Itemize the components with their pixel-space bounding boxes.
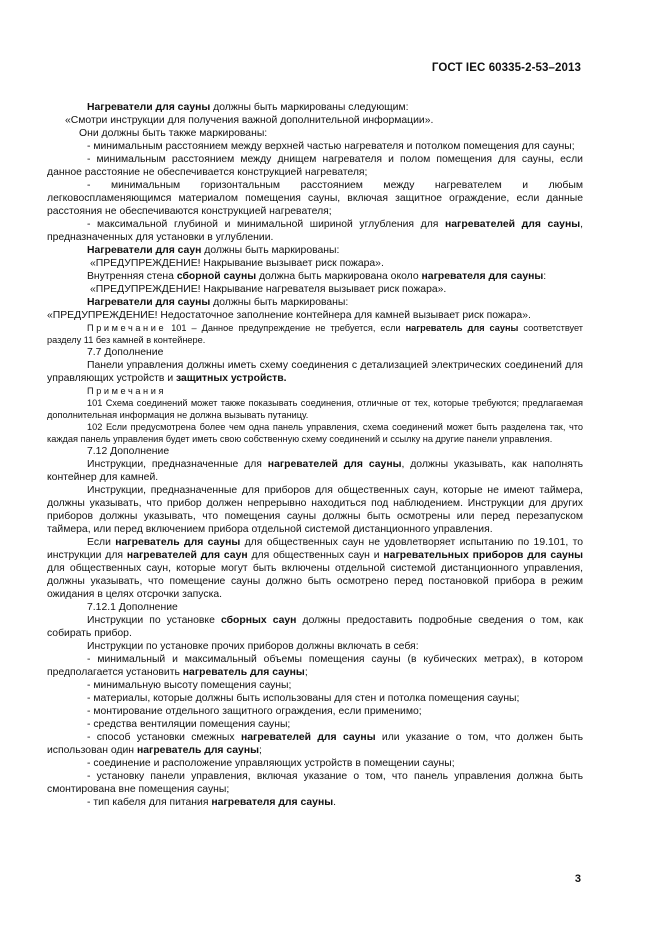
page-number: 3 [574, 873, 581, 885]
text-run: - установку панели управления, включая указание о том, что панель управления должна быть смонтирована вне помещения сауны; [47, 771, 583, 795]
bold-term: нагревателей для сауны [445, 219, 581, 230]
text-run: - соединение и расположение управляющих устройств в помещении сауны; [87, 758, 455, 769]
bold-term: нагреватель для сауны [182, 667, 305, 678]
text-run: . [333, 797, 336, 808]
paragraph [47, 718, 583, 731]
paragraph [47, 283, 583, 296]
note-label: Примечание [87, 323, 167, 333]
text-run: 101 – Данное предупреждение не требуется, если [166, 323, 406, 333]
paragraph [47, 179, 583, 218]
paragraph [47, 296, 583, 309]
bold-term: нагреватель для сауны [136, 745, 259, 756]
paragraph [47, 692, 583, 705]
paragraph [47, 679, 583, 692]
bold-term: нагревателей для сауны [240, 732, 376, 743]
paragraph [47, 601, 583, 614]
paragraph [47, 153, 583, 179]
text-run: - минимальным расстоянием между верхней частью нагревателя и потолком помещения для сауны; [87, 141, 575, 152]
text-run: : [543, 271, 547, 282]
text-run: Панели управления должны иметь схему соединения с детализацией электрических соединений для управляющих устройств и [47, 360, 583, 384]
text-run: должны быть маркированы: [210, 297, 349, 308]
paragraph [47, 705, 583, 718]
paragraph [47, 114, 583, 127]
text-run: ; [258, 745, 262, 756]
bold-term: нагреватель для сауны [115, 537, 241, 548]
text-run: - минимальную высоту помещения сауны; [87, 680, 292, 691]
bold-term: нагревателей для сауны [267, 459, 402, 470]
paragraph [47, 640, 583, 653]
bold-term: Нагреватели для сауны [87, 297, 211, 308]
paragraph [47, 346, 583, 359]
paragraph [47, 244, 583, 257]
paragraph [47, 421, 583, 445]
text-run: - минимальным расстоянием между днищем нагревателя и полом помещения для сауны, если данное расстояние не обеспечивается конструкцией нагревателя; [47, 154, 583, 178]
text-run: - минимальным горизонтальным расстоянием между нагревателем и любым легковоспламеняющимся материалом помещения сауны, включая защитное ограждение, если данные расстояния не обеспечиваются конструкцией нагревателя; [47, 180, 583, 217]
bold-term: нагревателей для саун [126, 550, 248, 561]
text-run: - максимальной глубиной и минимальной шириной углубления для [87, 219, 445, 230]
text-run: - средства вентиляции помещения сауны; [87, 719, 291, 730]
text-run: Инструкции по установке [87, 615, 221, 626]
text-run: «Смотри инструкции для получения важной дополнительной информации». [65, 115, 434, 126]
text-run: должны быть маркированы: [201, 245, 340, 256]
bold-term: нагревателя для сауны [211, 797, 334, 808]
text-run: должны предоставить подробные сведения о том, как собирать прибор. [47, 615, 583, 639]
paragraph [47, 101, 583, 114]
text-run: для общественных саун не удовлетворяет испытанию по 19.101, то инструкции для [47, 537, 584, 561]
bold-term: нагревателя для сауны [421, 271, 544, 282]
text-run: Если [87, 537, 116, 548]
text-run: Инструкции, предназначенные для приборов для общественных саун, которые не имеют таймера, должны указывать, что прибор должен непрерывно находиться под наблюдением. Инструкции для других приборов должны указывать, что помещения сауны должны быть осмотрены или перед перезапуском таймера, или перед включением прибора отдельной системой дистанционного управления. [47, 485, 583, 535]
paragraph [47, 614, 583, 640]
text-run: «ПРЕДУПРЕЖДЕНИЕ! Недостаточное заполнение контейнера для камней вызывает риск пожара». [47, 310, 531, 321]
paragraph [47, 770, 583, 796]
text-run: или указание о том, что должен быть использован один [47, 732, 583, 756]
bold-term: сборных саун [220, 615, 297, 626]
paragraph [47, 536, 583, 601]
paragraph [47, 270, 583, 283]
paragraph [47, 757, 583, 770]
paragraph [47, 445, 583, 458]
paragraph [47, 397, 583, 421]
text-run: Инструкции по установке прочих приборов должны включать в себя: [87, 641, 419, 652]
bold-term: сборной сауны [176, 271, 257, 282]
paragraph [47, 484, 583, 536]
paragraph [47, 218, 583, 244]
paragraph [47, 127, 583, 140]
bold-term: нагревательных приборов для сауны [383, 550, 583, 561]
text-run: - способ установки смежных [87, 732, 241, 743]
text-run: 7.12.1 Дополнение [87, 602, 178, 613]
text-run: «ПРЕДУПРЕЖДЕНИЕ! Накрывание нагревателя вызывает риск пожара». [90, 284, 447, 295]
text-run: соответствует разделу 11 без камней в контейнере. [47, 323, 583, 345]
text-run: для общественных саун и [247, 550, 384, 561]
text-run: Инструкции, предназначенные для [87, 459, 268, 470]
paragraph [47, 257, 583, 270]
paragraph [47, 309, 583, 322]
bold-term: нагреватель для сауны [405, 323, 519, 333]
text-run: Они должны быть также маркированы: [79, 128, 268, 139]
paragraph [47, 359, 583, 385]
text-run: должна быть маркирована около [256, 271, 422, 282]
text-run: , должны указывать, как наполнять контейнер для камней. [47, 459, 583, 483]
text-run: для общественных саун, которые могут быть включены отдельной системой дистанционного управления, должны указывать, что помещение сауны должно быть осмотрено перед постановкой прибора в режим ожидания в целях отсрочки запуска. [47, 563, 583, 600]
text-run: - тип кабеля для питания [87, 797, 212, 808]
text-run: 7.12 Дополнение [87, 446, 170, 457]
text-run: ; [304, 667, 308, 678]
text-run: Внутренняя стена [87, 271, 177, 282]
text-run: - минимальный и максимальный объемы помещения сауны (в кубических метрах), в котором предполагается установить [47, 654, 583, 678]
bold-term: защитных устройств. [176, 373, 287, 384]
text-run: - материалы, которые должны быть использованы для стен и потолка помещения сауны; [87, 693, 520, 704]
text-run: 7.7 Дополнение [87, 347, 164, 358]
bold-term: Нагреватели для саун [87, 245, 202, 256]
text-run: «ПРЕДУПРЕЖДЕНИЕ! Накрывание вызывает риск пожара». [90, 258, 384, 269]
paragraph [47, 322, 583, 346]
bold-term: Нагреватели для сауны [87, 102, 211, 113]
document-header: ГОСТ IEC 60335-2-53–2013 [431, 62, 581, 74]
text-run: 102 Если предусмотрена более чем одна панель управления, схема соединений может быть разделена так, что каждая панель управления будет иметь свою собственную схему соединений и ссылку на другие панели управления. [47, 422, 583, 444]
paragraph [47, 458, 583, 484]
note-label: Примечания [87, 386, 167, 396]
paragraph [47, 385, 583, 397]
paragraph [47, 796, 583, 809]
paragraph [47, 140, 583, 153]
text-run: - монтирование отдельного защитного ограждения, если применимо; [87, 706, 422, 717]
text-run: , предназначенных для установки в углублении. [47, 219, 583, 243]
text-run: 101 Схема соединений может также показывать соединения, отличные от тех, которые требуются; предлагаемая дополнительная информация не должна вызывать путаницу. [47, 398, 583, 420]
paragraph [47, 653, 583, 679]
text-run: должны быть маркированы следующим: [210, 102, 409, 113]
document-body [47, 101, 583, 809]
paragraph [47, 731, 583, 757]
